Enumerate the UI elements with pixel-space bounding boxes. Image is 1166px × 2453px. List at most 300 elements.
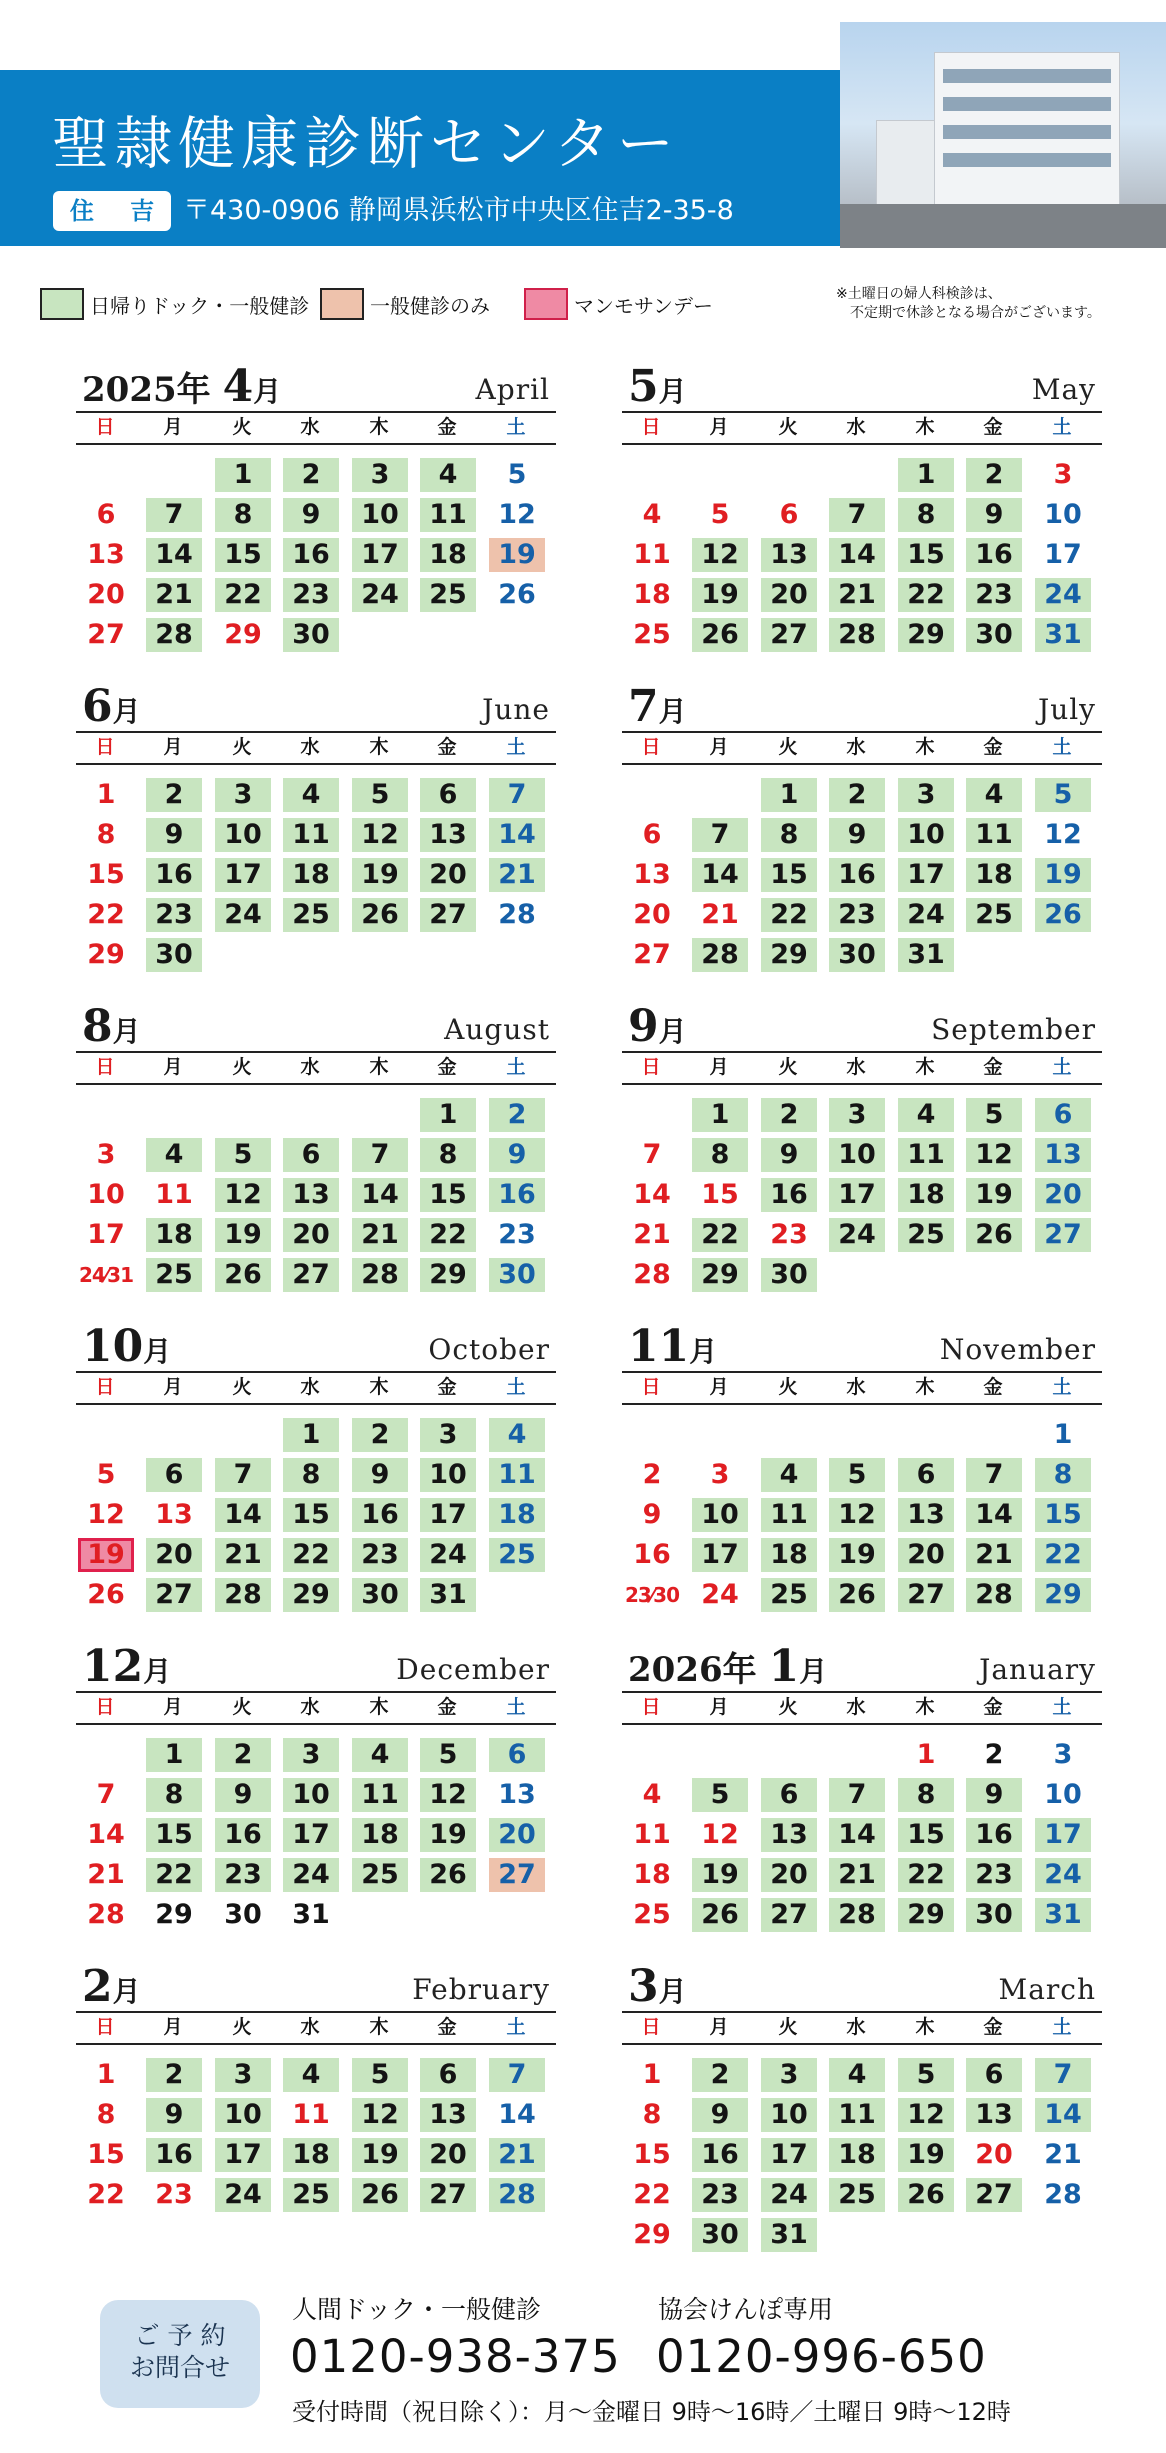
month-calendar bbox=[622, 361, 1102, 661]
calendar-day: 16 bbox=[829, 858, 885, 892]
calendar-day: 1 bbox=[761, 778, 817, 812]
calendar-day: 15 bbox=[146, 1818, 202, 1852]
calendar-day: 22 bbox=[283, 1538, 339, 1572]
road bbox=[840, 204, 1166, 248]
calendar-day: 28 bbox=[1044, 2179, 1082, 2210]
weekday-label: 火 bbox=[778, 1696, 798, 1718]
calendar-day: 2 bbox=[215, 1738, 271, 1772]
month-unit: 月 bbox=[112, 695, 141, 728]
month-english-name: April bbox=[475, 373, 550, 406]
weekday-label: 土 bbox=[506, 2016, 526, 2038]
calendar-day: 25 bbox=[146, 1258, 202, 1292]
calendar-day: 14 bbox=[1035, 2098, 1091, 2132]
calendar-day: 22 bbox=[1035, 1538, 1091, 1572]
calendar-day: 22 bbox=[898, 578, 954, 612]
calendar-day: 24 bbox=[352, 578, 408, 612]
calendar-day: 1 bbox=[916, 1739, 936, 1770]
calendar-day: 19 bbox=[352, 2138, 408, 2172]
calendar-day: 24 bbox=[898, 898, 954, 932]
calendar-day: 30 bbox=[352, 1578, 408, 1612]
calendar-day: 8 bbox=[898, 498, 954, 532]
calendar-day: 16 bbox=[966, 538, 1022, 572]
calendar-day: 5 bbox=[352, 2058, 408, 2092]
calendar-day: 3 bbox=[215, 778, 271, 812]
calendar-day: 3 bbox=[1053, 459, 1073, 490]
calendar-day: 3 bbox=[829, 1098, 885, 1132]
calendar-day: 25 bbox=[829, 2178, 885, 2212]
dock-label: 人間ドック・一般健診 bbox=[292, 2295, 542, 2324]
weekday-label: 金 bbox=[437, 2016, 457, 2038]
calendar-day: 17 bbox=[87, 1219, 125, 1250]
calendar-day: 23 bbox=[283, 578, 339, 612]
calendar-day: 15 bbox=[898, 1818, 954, 1852]
calendar-day: 8 bbox=[761, 818, 817, 852]
calendar-day: 21 bbox=[87, 1859, 125, 1890]
calendar-day: 26 bbox=[692, 1898, 748, 1932]
weekday-label: 土 bbox=[1052, 736, 1072, 758]
calendar-day: 31 bbox=[420, 1578, 476, 1612]
calendar-day: 6 bbox=[761, 1778, 817, 1812]
month-title bbox=[82, 1641, 179, 1693]
calendar-day: 8 bbox=[692, 1138, 748, 1172]
calendar-day: 25 bbox=[898, 1218, 954, 1252]
calendar-day: 14 bbox=[829, 538, 885, 572]
weekday-label: 火 bbox=[232, 736, 252, 758]
calendar-day: 4 bbox=[283, 778, 339, 812]
calendar-day: 16 bbox=[146, 858, 202, 892]
calendar-day: 17 bbox=[1035, 1818, 1091, 1852]
weekday-label: 木 bbox=[915, 2016, 935, 2038]
month-number: 11 bbox=[628, 1321, 690, 1372]
calendar-day: 20 bbox=[420, 858, 476, 892]
calendar-day: 14 bbox=[966, 1498, 1022, 1532]
calendar-day: 18 bbox=[489, 1498, 545, 1532]
weekday-label: 火 bbox=[232, 1056, 252, 1078]
month-title bbox=[82, 361, 289, 413]
calendar-day: 27 bbox=[761, 618, 817, 652]
calendar-day: 20 bbox=[898, 1538, 954, 1572]
calendar-day: 9 bbox=[642, 1499, 662, 1530]
month-title bbox=[628, 1641, 835, 1693]
calendar-day: 11 bbox=[155, 1179, 193, 1210]
calendar-day: 11 bbox=[966, 818, 1022, 852]
calendar-day: 20 bbox=[87, 579, 125, 610]
calendar-day: 9 bbox=[215, 1778, 271, 1812]
weekday-label: 月 bbox=[163, 1056, 183, 1078]
calendar-day: 7 bbox=[352, 1138, 408, 1172]
weekday-label: 土 bbox=[1052, 1056, 1072, 1078]
calendar-day: 27 bbox=[146, 1578, 202, 1612]
weekday-label: 日 bbox=[641, 416, 661, 438]
month-number: 3 bbox=[628, 1961, 659, 2012]
calendar-day: 24 bbox=[761, 2178, 817, 2212]
month-title bbox=[628, 681, 695, 733]
calendar-day: 18 bbox=[420, 538, 476, 572]
calendar-day: 23 bbox=[146, 898, 202, 932]
header-rule bbox=[622, 2043, 1102, 2045]
calendar-day: 16 bbox=[283, 538, 339, 572]
calendar-day: 5 bbox=[96, 1459, 116, 1490]
calendar-day: 28 bbox=[829, 1898, 885, 1932]
calendar-day: 19 bbox=[352, 858, 408, 892]
weekday-label: 水 bbox=[846, 1056, 866, 1078]
calendar-day: 23 bbox=[829, 898, 885, 932]
weekday-label: 月 bbox=[709, 416, 729, 438]
calendar-day: 9 bbox=[146, 2098, 202, 2132]
month-title bbox=[82, 1961, 149, 2013]
calendar-day: 3 bbox=[761, 2058, 817, 2092]
calendar-day: 28 bbox=[146, 618, 202, 652]
weekday-label: 火 bbox=[232, 1376, 252, 1398]
calendar-day: 24 bbox=[829, 1218, 885, 1252]
month-calendar bbox=[622, 1001, 1102, 1301]
calendar-day: 27 bbox=[633, 939, 671, 970]
calendar-day: 18 bbox=[283, 858, 339, 892]
calendar-day: 22 bbox=[420, 1218, 476, 1252]
calendar-day: 7 bbox=[489, 2058, 545, 2092]
calendar-day: 14 bbox=[633, 1179, 671, 1210]
weekday-label: 水 bbox=[846, 736, 866, 758]
calendar-day: 9 bbox=[829, 818, 885, 852]
calendar-day: 4 bbox=[829, 2058, 885, 2092]
calendar-day: 24 bbox=[215, 2178, 271, 2212]
weekday-label: 水 bbox=[846, 2016, 866, 2038]
calendar-day: 31 bbox=[1035, 618, 1091, 652]
calendar-day: 28 bbox=[692, 938, 748, 972]
weekday-label: 土 bbox=[1052, 2016, 1072, 2038]
calendar-day: 29 bbox=[898, 618, 954, 652]
address-text: 〒430-0906 静岡県浜松市中央区住吉2-35-8 bbox=[183, 195, 734, 226]
calendar-day: 13 bbox=[283, 1178, 339, 1212]
calendar-day: 5 bbox=[1035, 778, 1091, 812]
calendar-day: 15 bbox=[1035, 1498, 1091, 1532]
calendar-day: 9 bbox=[761, 1138, 817, 1172]
calendar-day: 13 bbox=[498, 1779, 536, 1810]
calendar-day: 26 bbox=[215, 1258, 271, 1292]
calendar-day: 29 bbox=[633, 2219, 671, 2250]
calendar-day: 15 bbox=[283, 1498, 339, 1532]
calendar-day: 7 bbox=[146, 498, 202, 532]
weekday-label: 水 bbox=[300, 416, 320, 438]
weekday-label: 水 bbox=[846, 416, 866, 438]
calendar-day: 24 bbox=[283, 1858, 339, 1892]
month-title bbox=[82, 1321, 179, 1373]
weekday-label: 木 bbox=[369, 1376, 389, 1398]
calendar-day: 28 bbox=[829, 618, 885, 652]
calendar-day: 12 bbox=[352, 818, 408, 852]
calendar-day: 18 bbox=[146, 1218, 202, 1252]
month-unit: 月 bbox=[253, 375, 282, 408]
year-label: 2026年 bbox=[628, 1650, 757, 1690]
weekday-label: 水 bbox=[300, 1376, 320, 1398]
weekday-label: 木 bbox=[369, 2016, 389, 2038]
calendar-day: 10 bbox=[692, 1498, 748, 1532]
calendar-day: 23 bbox=[770, 1219, 808, 1250]
calendar-day: 8 bbox=[96, 819, 116, 850]
month-title bbox=[82, 1001, 149, 1053]
calendar-day: 9 bbox=[352, 1458, 408, 1492]
calendar-day: 11 bbox=[489, 1458, 545, 1492]
weekday-label: 月 bbox=[163, 1376, 183, 1398]
calendar-day: 15 bbox=[87, 2139, 125, 2170]
calendar-day: 26 bbox=[352, 2178, 408, 2212]
calendar-day: 26 bbox=[420, 1858, 476, 1892]
calendar-day: 7 bbox=[966, 1458, 1022, 1492]
calendar-day: 21 bbox=[489, 2138, 545, 2172]
calendar-day: 12 bbox=[692, 538, 748, 572]
calendar-day: 20 bbox=[489, 1818, 545, 1852]
calendar-day: 6 bbox=[283, 1138, 339, 1172]
month-english-name: May bbox=[1031, 373, 1096, 406]
calendar-day: 1 bbox=[283, 1418, 339, 1452]
calendar-day: 7 bbox=[829, 1778, 885, 1812]
calendar-day: 11 bbox=[292, 2099, 330, 2130]
reservation-line: お問合せ bbox=[129, 2353, 230, 2382]
calendar-day: 11 bbox=[633, 1819, 671, 1850]
calendar-day: 5 bbox=[710, 499, 730, 530]
legend-swatch-pink bbox=[524, 288, 568, 320]
month-title bbox=[628, 1321, 725, 1373]
calendar-day: 21 bbox=[489, 858, 545, 892]
calendar-day: 16 bbox=[352, 1498, 408, 1532]
month-calendar bbox=[76, 361, 556, 661]
month-unit: 月 bbox=[112, 1015, 141, 1048]
calendar-day: 6 bbox=[489, 1738, 545, 1772]
weekday-label: 月 bbox=[163, 2016, 183, 2038]
calendar-day: 25 bbox=[283, 898, 339, 932]
calendar-day: 7 bbox=[96, 1779, 116, 1810]
calendar-day: 13 bbox=[761, 538, 817, 572]
calendar-day: 31 bbox=[292, 1899, 330, 1930]
calendar-day: 8 bbox=[642, 2099, 662, 2130]
month-unit: 月 bbox=[143, 1655, 172, 1688]
month-english-name: July bbox=[1037, 693, 1096, 726]
calendar-day: 9 bbox=[489, 1138, 545, 1172]
calendar-day: 15 bbox=[87, 859, 125, 890]
weekday-label: 月 bbox=[709, 1056, 729, 1078]
weekday-label: 月 bbox=[163, 416, 183, 438]
calendar-day: 19 bbox=[489, 538, 545, 572]
month-number: 6 bbox=[82, 681, 113, 732]
calendar-day: 12 bbox=[352, 2098, 408, 2132]
reception-hours: 受付時間（祝日除く）：月～金曜日 9時～16時／土曜日 9時～12時 bbox=[292, 2398, 1011, 2426]
weekday-label: 水 bbox=[300, 1696, 320, 1718]
weekday-label: 火 bbox=[778, 736, 798, 758]
weekday-label: 金 bbox=[437, 416, 457, 438]
month-unit: 月 bbox=[658, 375, 687, 408]
address-label: 住 吉 bbox=[53, 191, 171, 231]
weekday-label: 土 bbox=[506, 416, 526, 438]
calendar-day: 27 bbox=[898, 1578, 954, 1612]
calendar-day: 15 bbox=[420, 1178, 476, 1212]
calendar-day: 2 bbox=[352, 1418, 408, 1452]
calendar-day: 26 bbox=[1035, 898, 1091, 932]
calendar-day: 22 bbox=[87, 899, 125, 930]
calendar-day: 5 bbox=[507, 459, 527, 490]
calendar-day: 30 bbox=[829, 938, 885, 972]
legend-swatch-peach bbox=[320, 288, 364, 320]
month-english-name: June bbox=[482, 693, 550, 726]
calendar-day: 7 bbox=[1035, 2058, 1091, 2092]
calendar-day: 27 bbox=[966, 2178, 1022, 2212]
calendar-day: 23 bbox=[215, 1858, 271, 1892]
calendar-day: 28 bbox=[215, 1578, 271, 1612]
calendar-day: 4 bbox=[420, 458, 476, 492]
weekday-label: 日 bbox=[95, 2016, 115, 2038]
calendar-day: 23 bbox=[966, 1858, 1022, 1892]
center-title: 聖隷健康診断センター bbox=[52, 111, 680, 177]
weekday-label: 土 bbox=[1052, 1376, 1072, 1398]
calendar-day: 8 bbox=[283, 1458, 339, 1492]
calendar-day: 12 bbox=[215, 1178, 271, 1212]
calendar-day: 15 bbox=[898, 538, 954, 572]
calendar-day: 23 bbox=[498, 1219, 536, 1250]
calendar-day: 13 bbox=[966, 2098, 1022, 2132]
note-line: ※土曜日の婦人科検診は、 bbox=[836, 286, 1002, 302]
weekday-label: 日 bbox=[641, 736, 661, 758]
calendar-day: 21 bbox=[146, 578, 202, 612]
calendar-day: 17 bbox=[215, 858, 271, 892]
calendar-day: 18 bbox=[633, 579, 671, 610]
weekday-label: 金 bbox=[437, 736, 457, 758]
calendar-day: 2 bbox=[283, 458, 339, 492]
month-calendar bbox=[76, 1001, 556, 1301]
month-number: 7 bbox=[628, 681, 659, 732]
calendar-day: 7 bbox=[642, 1139, 662, 1170]
month-number: 8 bbox=[82, 1001, 113, 1052]
calendar-day: 14 bbox=[215, 1498, 271, 1532]
calendar-day: 9 bbox=[966, 498, 1022, 532]
calendar-day: 13 bbox=[633, 859, 671, 890]
weekday-label: 木 bbox=[915, 416, 935, 438]
calendar-day: 1 bbox=[692, 1098, 748, 1132]
calendar-day: 17 bbox=[829, 1178, 885, 1212]
calendar-day: 11 bbox=[420, 498, 476, 532]
calendar-day: 13 bbox=[155, 1499, 193, 1530]
calendar-day: 11 bbox=[761, 1498, 817, 1532]
calendar-day: 17 bbox=[283, 1818, 339, 1852]
calendar-day: 22 bbox=[692, 1218, 748, 1252]
calendar-day: 19 bbox=[78, 1538, 134, 1572]
calendar-day: 25 bbox=[761, 1578, 817, 1612]
calendar-day: 14 bbox=[692, 858, 748, 892]
calendar-day: 22 bbox=[215, 578, 271, 612]
weekday-label: 木 bbox=[915, 1376, 935, 1398]
legend-label: 一般健診のみ bbox=[370, 293, 490, 318]
month-unit: 月 bbox=[799, 1655, 828, 1688]
calendar-day: 25 bbox=[633, 619, 671, 650]
month-english-name: August bbox=[444, 1013, 550, 1046]
weekday-label: 金 bbox=[983, 2016, 1003, 2038]
month-unit: 月 bbox=[658, 695, 687, 728]
month-calendar bbox=[76, 681, 556, 981]
calendar-day: 2 bbox=[146, 2058, 202, 2092]
weekday-label: 土 bbox=[506, 1376, 526, 1398]
calendar-day: 30 bbox=[224, 1899, 262, 1930]
month-number: 12 bbox=[82, 1641, 144, 1692]
calendar-day: 12 bbox=[1044, 819, 1082, 850]
calendar-day: 5 bbox=[352, 778, 408, 812]
calendar-day: 4 bbox=[146, 1138, 202, 1172]
calendar-day: 31 bbox=[898, 938, 954, 972]
calendar-day: 12 bbox=[898, 2098, 954, 2132]
weekday-label: 木 bbox=[369, 1696, 389, 1718]
legend-item-mammo bbox=[524, 287, 713, 321]
weekday-label: 土 bbox=[506, 1056, 526, 1078]
month-calendar bbox=[76, 1321, 556, 1621]
calendar-day: 1 bbox=[1053, 1419, 1073, 1450]
calendar-day: 28 bbox=[498, 899, 536, 930]
calendar-day: 20 bbox=[761, 1858, 817, 1892]
dock-phone[interactable]: 0120-938-375 bbox=[290, 2330, 621, 2383]
calendar-day: 5 bbox=[692, 1778, 748, 1812]
month-title bbox=[628, 361, 695, 413]
weekday-label: 金 bbox=[983, 1696, 1003, 1718]
weekday-label: 土 bbox=[506, 736, 526, 758]
calendar-day: 21 bbox=[829, 1858, 885, 1892]
calendar-day: 2 bbox=[146, 778, 202, 812]
weekday-label: 火 bbox=[778, 416, 798, 438]
weekday-label: 火 bbox=[778, 1376, 798, 1398]
calendar-day: 16 bbox=[146, 2138, 202, 2172]
weekday-label: 火 bbox=[232, 1696, 252, 1718]
weekday-label: 土 bbox=[506, 1696, 526, 1718]
calendar-day: 25 bbox=[420, 578, 476, 612]
calendar-day: 16 bbox=[215, 1818, 271, 1852]
calendar-day: 5 bbox=[829, 1458, 885, 1492]
calendar-day: 18 bbox=[633, 1859, 671, 1890]
calendar-day: 8 bbox=[898, 1778, 954, 1812]
month-calendar bbox=[76, 1961, 556, 2261]
weekday-label: 木 bbox=[369, 1056, 389, 1078]
calendar-day: 1 bbox=[96, 2059, 116, 2090]
weekday-label: 日 bbox=[95, 736, 115, 758]
calendar-day: 18 bbox=[898, 1178, 954, 1212]
header-rule bbox=[622, 1083, 1102, 1085]
calendar-day: 7 bbox=[489, 778, 545, 812]
calendar-day: 1 bbox=[642, 2059, 662, 2090]
calendar-day: 29 bbox=[155, 1899, 193, 1930]
calendar-day: 12 bbox=[420, 1778, 476, 1812]
calendar-day: 16 bbox=[966, 1818, 1022, 1852]
calendar-day: 12 bbox=[966, 1138, 1022, 1172]
calendar-day: 5 bbox=[898, 2058, 954, 2092]
weekday-label: 火 bbox=[232, 416, 252, 438]
weekday-label: 水 bbox=[300, 736, 320, 758]
reservation-line: ご予約 bbox=[134, 2321, 234, 2350]
calendar-day: 9 bbox=[966, 1778, 1022, 1812]
saturday-note bbox=[836, 285, 1101, 323]
calendar-day: 7 bbox=[692, 818, 748, 852]
calendar-day: 20 bbox=[761, 578, 817, 612]
header-rule bbox=[76, 443, 556, 445]
weekday-label: 日 bbox=[95, 1376, 115, 1398]
calendar-day: 22 bbox=[761, 898, 817, 932]
calendar-day: 26 bbox=[352, 898, 408, 932]
calendar-day: 8 bbox=[215, 498, 271, 532]
calendar-day: 4 bbox=[642, 499, 662, 530]
month-number: 9 bbox=[628, 1001, 659, 1052]
building-wing bbox=[876, 120, 942, 206]
month-unit: 月 bbox=[112, 1975, 141, 2008]
year-label: 2025年 bbox=[82, 370, 211, 410]
weekday-label: 金 bbox=[983, 1376, 1003, 1398]
kyokai-phone[interactable]: 0120-996-650 bbox=[656, 2330, 987, 2383]
calendar-day: 28 bbox=[352, 1258, 408, 1292]
calendar-day: 26 bbox=[966, 1218, 1022, 1252]
calendar-day: 12 bbox=[701, 1819, 739, 1850]
calendar-day: 3 bbox=[898, 778, 954, 812]
